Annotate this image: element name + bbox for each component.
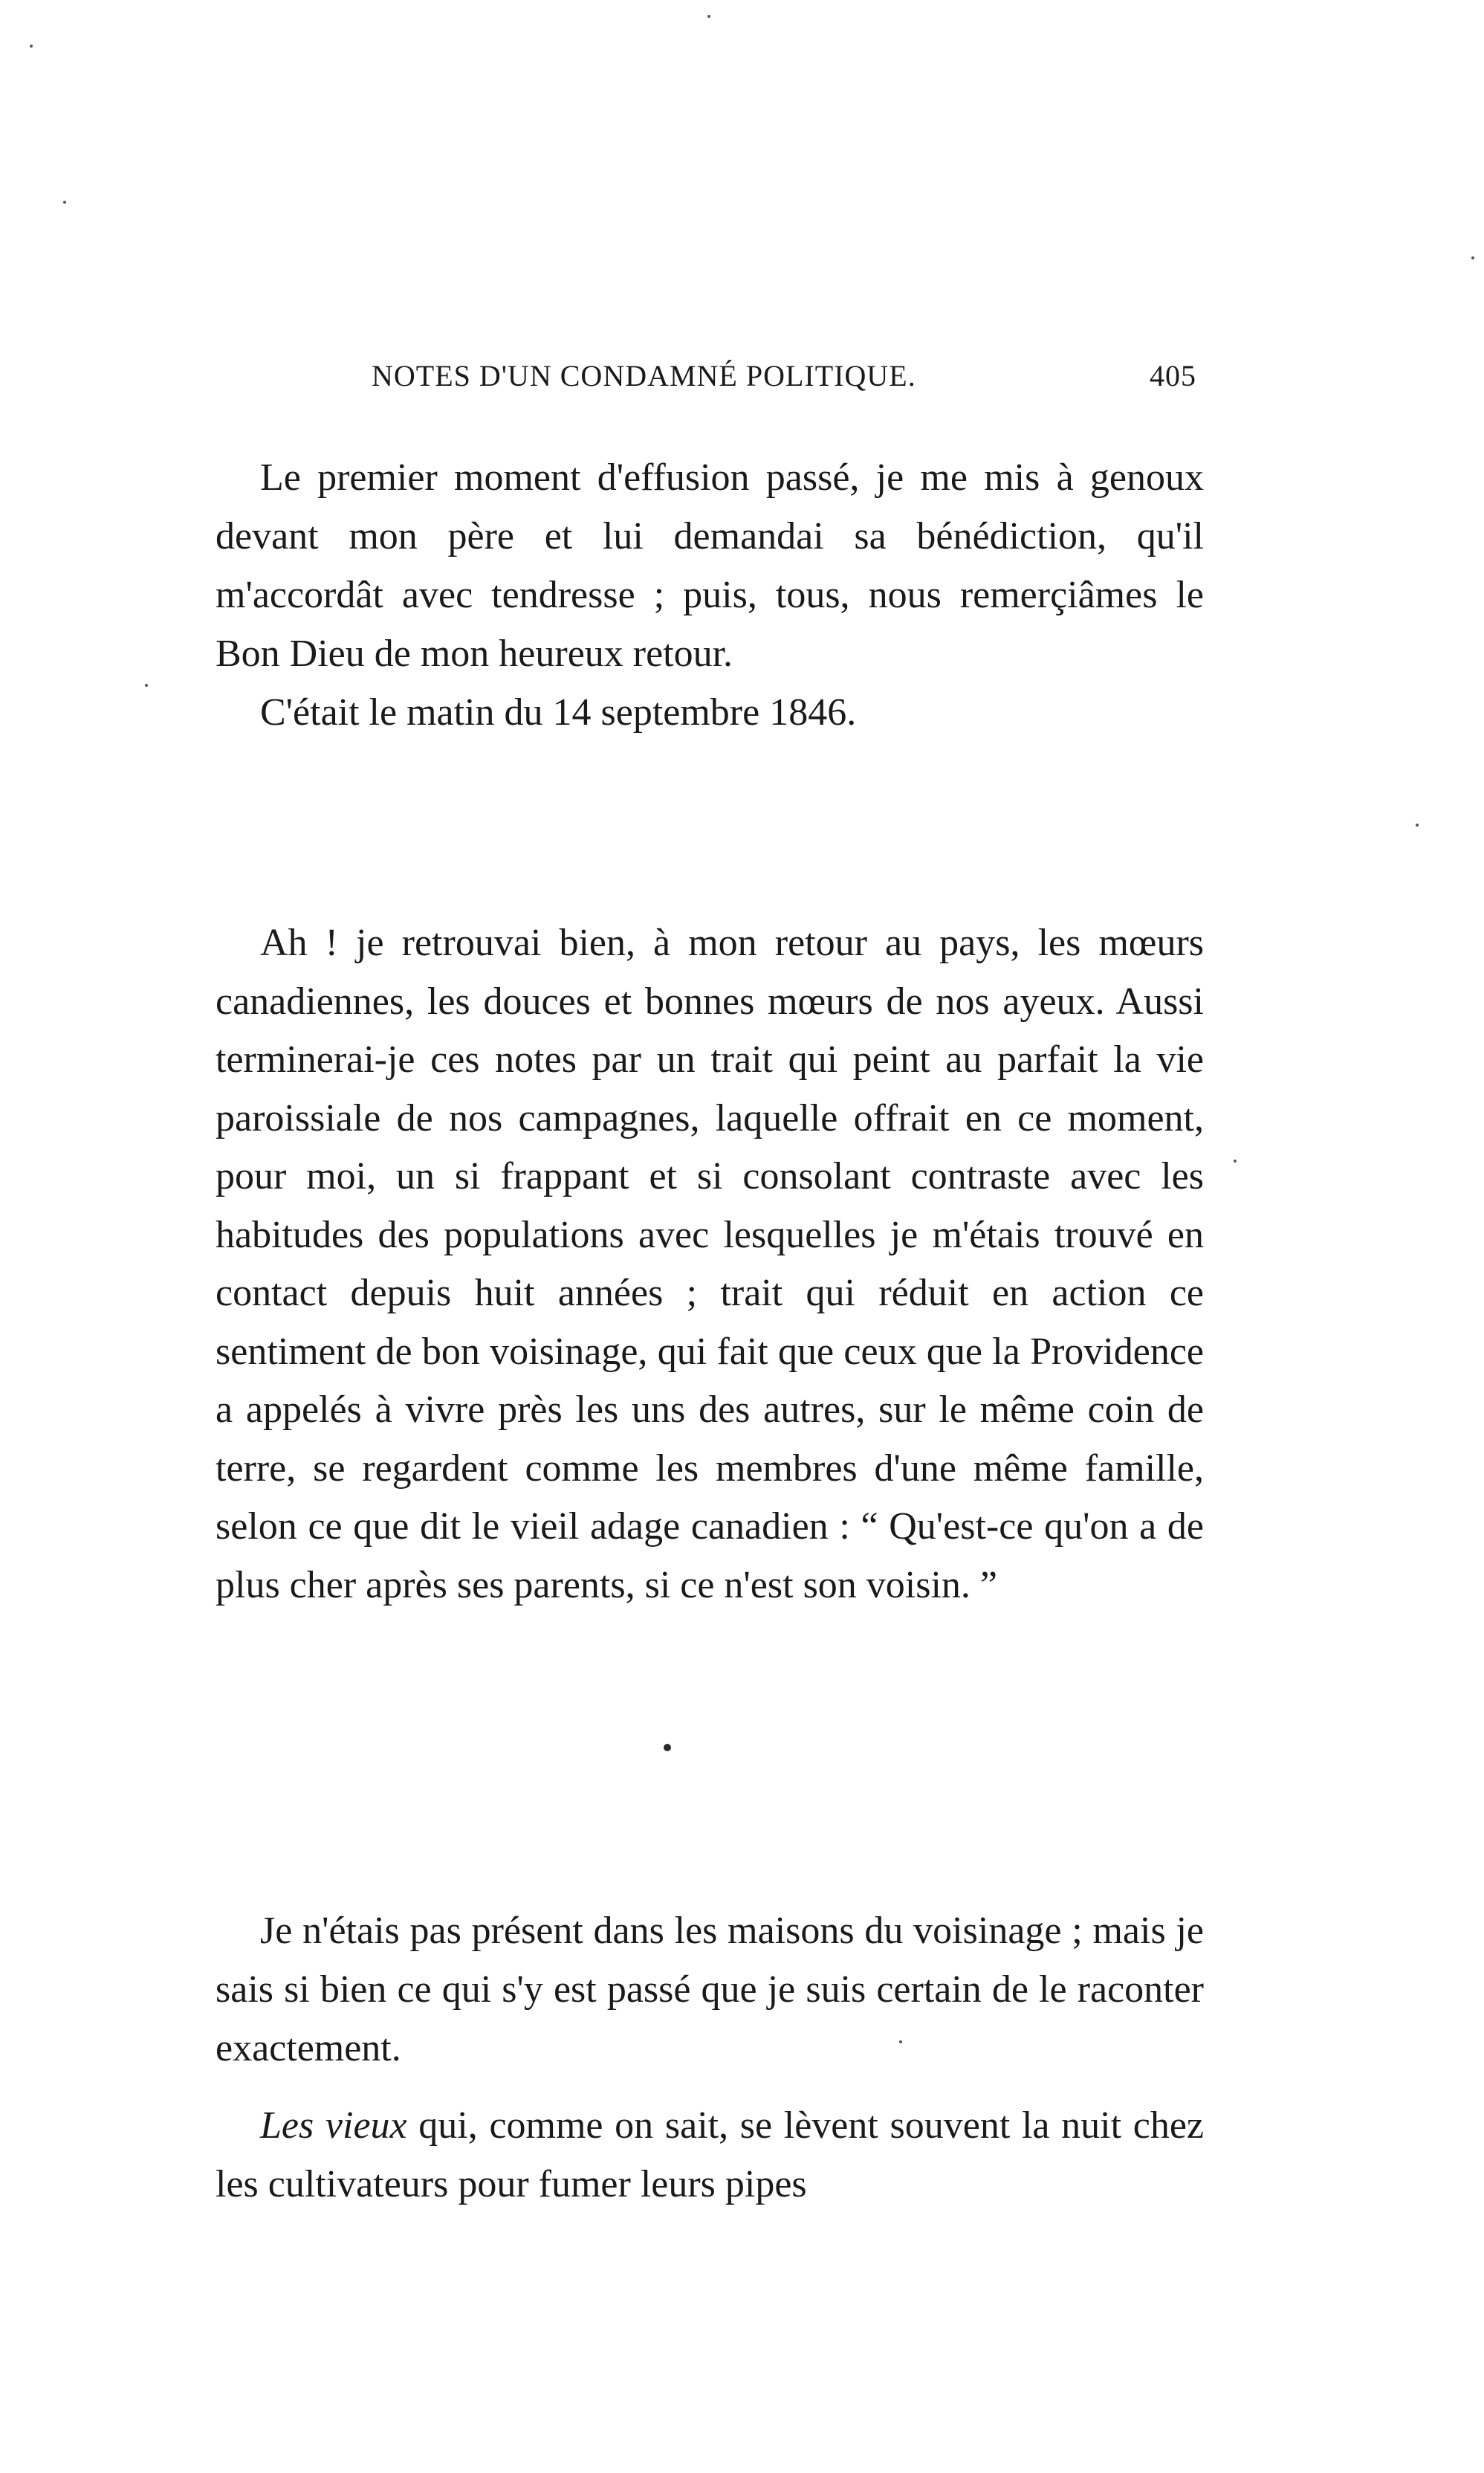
paper-speck xyxy=(1416,824,1419,827)
italic-lead: Les vieux xyxy=(260,2104,407,2147)
paper-speck xyxy=(707,15,710,18)
running-head xyxy=(372,358,1196,403)
paragraph-neighborhood: Je n'étais pas présent dans les maisons du voisinage ; mais je sais si bien ce qui s'y est passé que je suis certain de le raconter exactement. xyxy=(216,1910,1204,2069)
running-title: NOTES D'UN CONDAMNÉ POLITIQUE. xyxy=(372,359,916,392)
page-number: 405 xyxy=(1150,359,1196,392)
section-ornament-dot xyxy=(664,1744,671,1751)
paper-speck xyxy=(899,2040,902,2043)
paper-speck xyxy=(63,201,66,204)
paragraph-old-folks xyxy=(216,2096,1204,2214)
paragraph-date: C'était le matin du 14 septembre 1846. xyxy=(260,691,857,734)
paragraph-canadian-customs: Ah ! je retrouvai bien, à mon retour au pays, les mœurs canadiennes, les douces et bonnes mœurs de nos ayeux. Aussi terminerai-je ces notes par un trait qui peint au parfait la vie paroissiale de nos campagnes, laquelle offrait en ce moment, pour moi, un si frappant et si consolant contraste avec les habitudes des populations avec lesquelles je m'étais trouvé en contact depuis huit années ; trait qui réduit en action ce sentiment de bon voisinage, qui fait que ceux que la Providence a appelés à vivre près les uns des autres, sur le même coin de terre, se regardent comme les membres d'une même famille, selon ce que dit le vieil adage canadien : “ Qu'est-ce qu'on a de plus cher après ses parents, si ce n'est son voisin. ” xyxy=(216,922,1204,1606)
paragraph-blessing: Le premier moment d'effusion passé, je me mis à genoux devant mon père et lui demandai sa bénédiction, qu'il m'accordât avec tendresse ; puis, tous, nous remerçiâmes le Bon Dieu de mon heureux retour. xyxy=(216,456,1204,675)
paragraph-continuation: qui, comme on sait, se lèvent souvent la nuit chez les cultivateurs pour fumer leurs pipes xyxy=(216,2104,1204,2205)
paper-speck xyxy=(1234,1160,1237,1163)
paper-speck xyxy=(145,684,148,687)
paper-speck xyxy=(1471,256,1474,259)
paper-speck xyxy=(30,45,33,48)
